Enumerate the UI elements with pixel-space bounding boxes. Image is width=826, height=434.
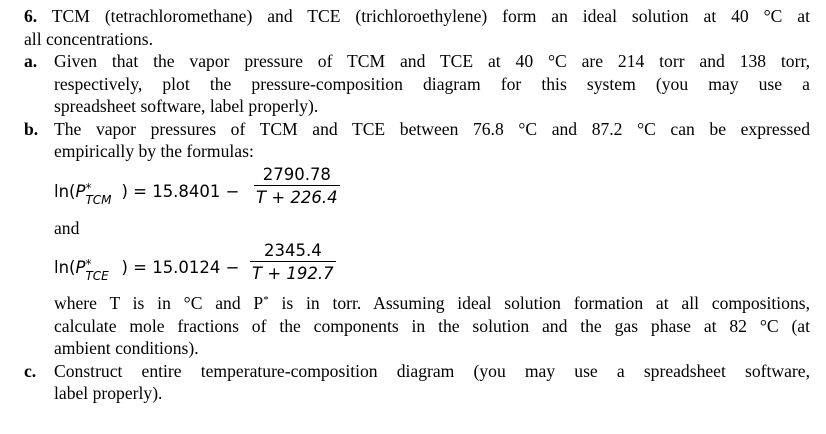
equation-tcm-lhs [54, 180, 240, 207]
equation-tcm-sup: * [85, 180, 92, 195]
equation-tcm-var: P [75, 181, 86, 201]
problem-intro-line-1 [24, 5, 810, 28]
equation-tce-fraction [250, 241, 336, 284]
equation-tce-denominator: T + 192.7 [250, 261, 336, 284]
equation-tce-sub: TCE [85, 269, 109, 283]
part-a [24, 50, 810, 118]
equation-tcm-sub: TCM [85, 192, 112, 207]
part-a-line-2: respectively, plot the pressure-composition diagram for this system (you may use a [54, 73, 810, 94]
equation-tcm-scripts [85, 180, 121, 207]
part-b-line-3-star: * [263, 294, 269, 306]
equation-tce-sup: * [85, 257, 92, 271]
equation-tce-var: P [75, 258, 86, 277]
part-b-line-4: calculate mole fractions of the components in the solution and the gas phase at 82 °C (at [54, 315, 810, 336]
part-a-label: a. [24, 51, 38, 71]
and-text: and [54, 217, 80, 238]
equation-tce-ln: ln( [54, 258, 76, 277]
equation-tce-lhs [54, 257, 240, 283]
part-b-line-3 [54, 289, 810, 315]
equation-tce-constant: ) = 15.0124 − [121, 258, 240, 277]
problem-intro-text: TCM (tetrachloromethane) and TCE (trichloroethylene) form an ideal solution at 40 °C at [37, 6, 810, 26]
part-c-line-1: Construct entire temperature-composition diagram (you may use a spreadsheet software, [54, 360, 810, 381]
part-b-line-5: ambient conditions). [54, 338, 199, 358]
part-c-label: c. [24, 360, 37, 381]
problem-number: 6. [24, 6, 38, 26]
part-b-line-1: The vapor pressures of TCM and TCE between 76.8 °C and 87.2 °C can be expressed [54, 118, 810, 139]
equation-tcm-numerator: 2790.78 [262, 164, 331, 184]
part-c [24, 360, 810, 405]
part-a-line-1: Given that the vapor pressure of TCM and TCE at 40 °C are 214 torr and 138 torr, [54, 51, 810, 71]
equation-tce-scripts [85, 257, 121, 283]
problem-intro-line-2: all concentrations. [24, 28, 153, 49]
equation-tcm-ln: ln( [54, 181, 76, 201]
part-b-line-2: empirically by the formulas: [54, 141, 254, 161]
equation-tce [54, 241, 810, 289]
part-b-line-3-post: is in torr. Assuming ideal solution formation at all compositions, [268, 293, 811, 313]
part-a-line-3: spreadsheet software, label properly). [54, 96, 319, 116]
part-b-label: b. [24, 118, 39, 139]
equation-tcm-denominator: T + 226.4 [254, 185, 340, 208]
part-c-line-2: label properly). [54, 383, 163, 403]
part-b-continued [24, 289, 810, 360]
equation-tce-numerator: 2345.4 [263, 241, 322, 260]
part-b [24, 118, 810, 163]
equation-tcm [54, 165, 810, 213]
equation-tcm-fraction [254, 165, 340, 208]
equation-tcm-constant: ) = 15.8401 − [121, 181, 240, 201]
part-b-line-3-pre: where T is in °C and P [54, 293, 264, 313]
problem-document [24, 5, 810, 405]
